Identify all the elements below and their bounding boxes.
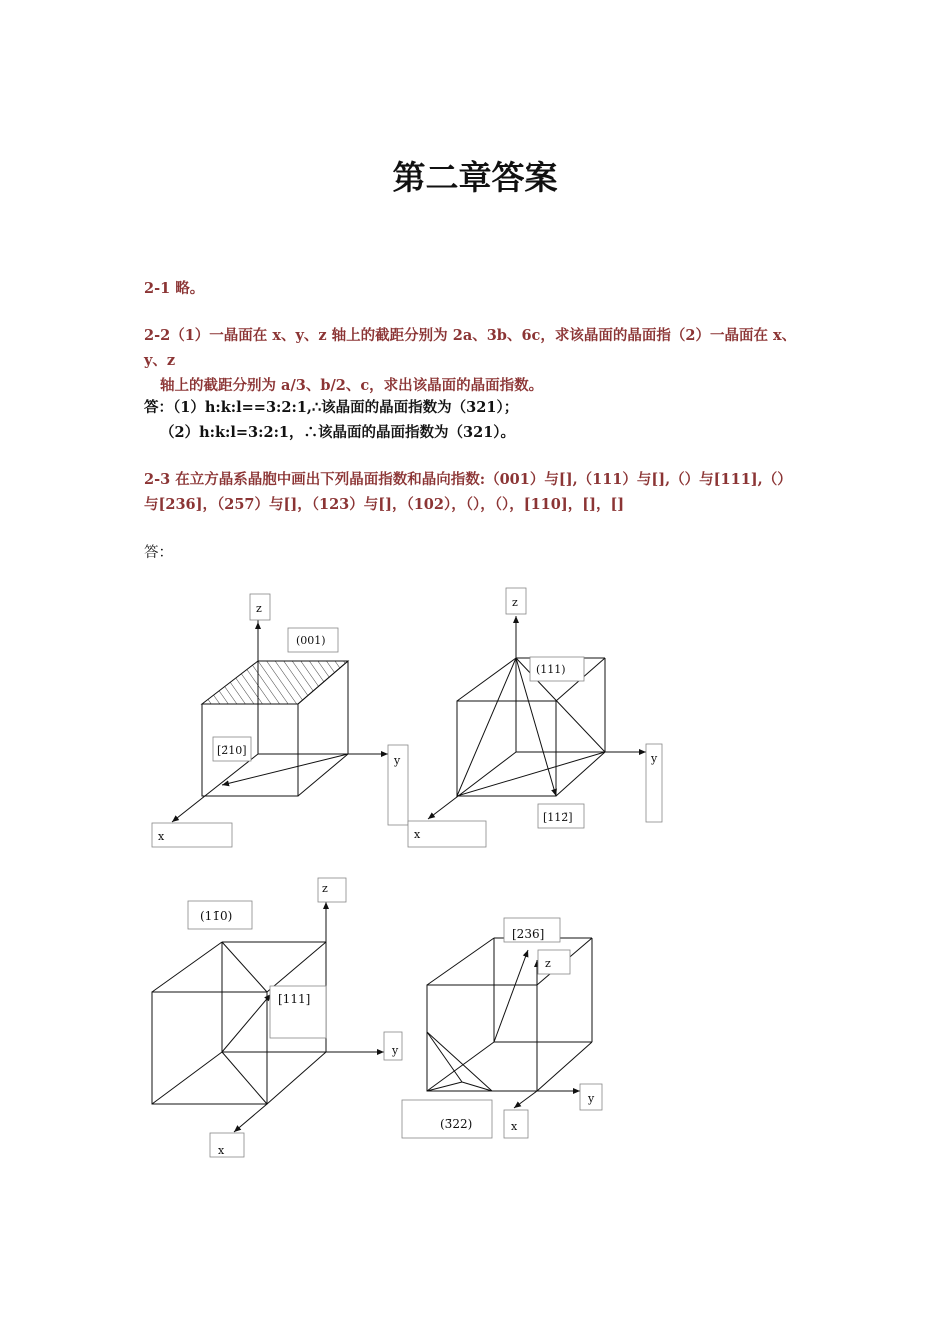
fig1-x-label: x xyxy=(158,830,165,843)
cube-front-face xyxy=(427,985,537,1091)
fig4-direction-label: [236] xyxy=(512,927,545,941)
question-2-3-line2: 与[236]，（257）与[]，（123）与[]，（102），（），（），[110]，[]，[] xyxy=(144,496,625,513)
fig2-z-label: z xyxy=(512,596,518,609)
answer-label: 答： xyxy=(144,545,173,561)
fig2-direction-label: [112̄] xyxy=(543,811,573,824)
fig4-z-label: z xyxy=(545,957,551,970)
cube-front-face xyxy=(152,992,267,1104)
plane-001-hatched xyxy=(202,661,348,704)
fig1-direction-label: [2̄10] xyxy=(217,744,247,757)
figure-1-10 xyxy=(152,902,384,1132)
fig2-y-label: y xyxy=(651,752,658,765)
fig4-plane-label: (3̄22) xyxy=(440,1117,473,1131)
fig3-direction-label: [111] xyxy=(278,992,311,1006)
direction-arrow xyxy=(494,950,528,1042)
fig4-x-label: x xyxy=(511,1120,518,1133)
fig3-x-label: x xyxy=(218,1144,225,1157)
direction-arrow xyxy=(222,994,271,1052)
x-axis xyxy=(172,754,258,822)
answer-2-2-line2: （2）h:k:l=3:2:1，∴该晶面的晶面指数为（321）。 xyxy=(160,424,516,441)
fig1-z-label: z xyxy=(256,602,262,615)
x-axis xyxy=(234,1104,267,1132)
fig3-y-label: y xyxy=(392,1044,399,1057)
figure-111 xyxy=(428,616,646,819)
question-2-2-line1: 2-2（1）一晶面在 x、y、z 轴上的截距分别为 2a、3b、6c，求该晶面的晶面指（2）一晶面在 x、y、z xyxy=(144,327,797,369)
x-axis xyxy=(514,1091,537,1108)
fig3-plane-label: (11̄0) xyxy=(200,909,233,923)
question-2-2-line2: 轴上的截距分别为 a/3、b/2、c，求出该晶面的晶面指数。 xyxy=(160,377,544,394)
fig2-plane-label: (111) xyxy=(536,663,566,676)
fig4-y-label: y xyxy=(588,1092,595,1105)
fig2-x-label: x xyxy=(414,828,421,841)
answer-2-2-line1: 答：（1）h:k:l==3:2:1,∴该晶面的晶面指数为（321）； xyxy=(144,399,519,416)
fig3-z-label: z xyxy=(322,882,328,895)
fig1-y-label: y xyxy=(394,754,401,767)
fig1-plane-label: (001) xyxy=(296,634,326,647)
page-title: 第二章答案 xyxy=(392,158,558,197)
figure-001 xyxy=(172,620,388,822)
question-2-3-line1: 2-3 在立方晶系晶胞中画出下列晶面指数和晶向指数:（001）与[],（111）与[],（）与[111],（） xyxy=(144,471,792,488)
question-2-1: 2-1 略。 xyxy=(144,280,205,297)
